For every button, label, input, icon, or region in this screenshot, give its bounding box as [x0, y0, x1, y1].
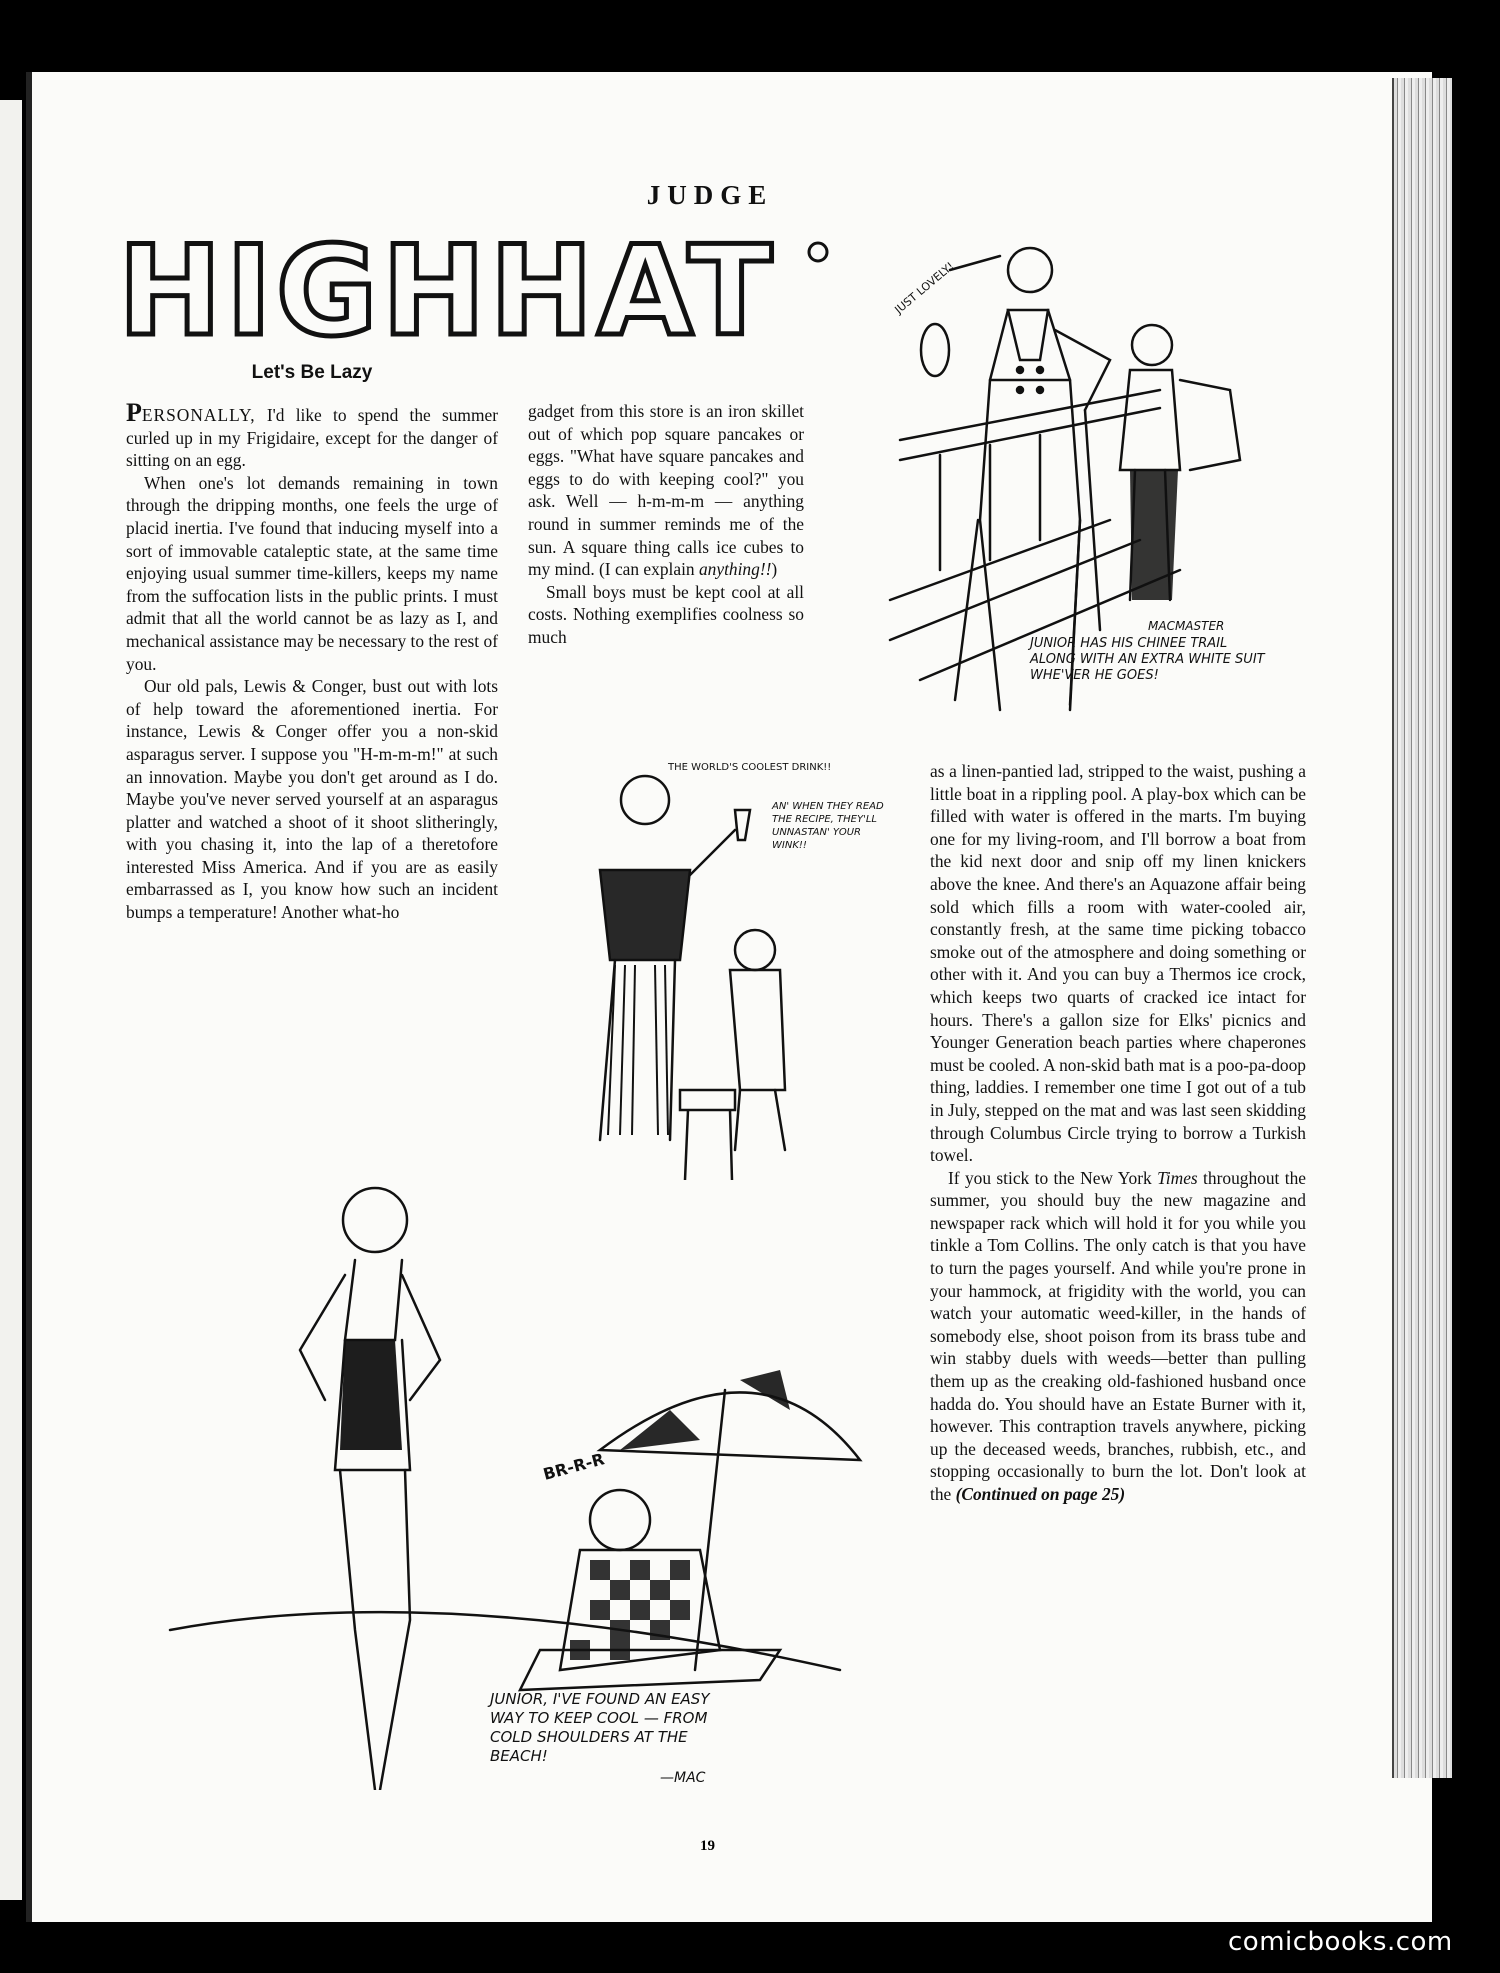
- continued-note: (Continued on page 25): [955, 1484, 1126, 1504]
- cartoon-beach-caption: JUNIOR, I'VE FOUND AN EASY WAY TO KEEP COOL — FROM COLD SHOULDERS AT THE BEACH!: [490, 1690, 710, 1765]
- masthead-text: HIGHHAT: [118, 238, 777, 346]
- article-column-1: [126, 362, 498, 924]
- drop-cap: P: [126, 398, 142, 427]
- page-number: 19: [700, 1838, 715, 1854]
- article-column-2: [528, 400, 804, 649]
- bubble-recipe: AN' WHEN THEY READ THE RECIPE, THEY'LL UNNASTAN' YOUR WINK!!: [772, 801, 884, 851]
- paragraph-text-end: throughout the summer, you should buy the new magazine and newspaper rack which will hold it for you while you tinkle a Tom Collins. The only catch is that you have to turn the pages yourself. And while you're prone in your hammock, at frigidity with the world, you can watch your automatic weed-killer, in the hands of somebody else, shoot poison from its brass tube and win stabby duels with weeds—better than pulling them up as the creaking old-fashioned husband once hadda do. You should have an Estate Burner with it, however. This contraption travels anywhere, picking up the deceased weeds, branches, rubbish, etc., and stopping occasionally to burn the lot. Don't look at the: [930, 1167, 1306, 1504]
- cartoon-white-suit-caption: JUNIOR HAS HIS CHINEE TRAIL ALONG WITH AN EXTRA WHITE SUIT WHE'VER HE GOES!: [1030, 636, 1265, 683]
- masthead-highhat: [118, 238, 830, 346]
- watermark: comicbooks.com: [1228, 1927, 1453, 1957]
- paragraph-text: gadget from this store is an iron skillet out of which pop square pancakes or eggs. "What have square pancakes and eggs to do with keeping cool?" you ask. Well — h-m-m-m — anything round in summer reminds me of the sun. A square thing calls ice cubes to my mind. (I can explain: [528, 401, 804, 580]
- bubble-coolest-drink: THE WORLD'S COOLEST DRINK!!: [668, 762, 832, 773]
- paragraph-text: If you stick to the New York: [948, 1167, 1158, 1188]
- masthead-lettering: [118, 238, 830, 346]
- paragraph-7: [930, 1167, 1306, 1506]
- paragraph-4: [528, 400, 804, 581]
- paragraph-2: When one's lot demands remaining in town through the dripping months, one feels the urge of placid inertia. I've found that inducing myself into a sort of immovable cataleptic state, at the same time enjoying usual summer time-killers, keeps my name from the suffocation lists in the public prints. I must admit that all the world cannot be as lazy as I, and mechanical assistance may be necessary to the rest of you.: [126, 472, 498, 674]
- article-title: Let's Be Lazy: [251, 362, 373, 383]
- cartoon-signature: MACMASTER: [1148, 619, 1225, 633]
- binding-edge: [0, 100, 22, 1900]
- cartoon-beach-signature: —MAC: [660, 1770, 706, 1786]
- bird-bubble: JUST LOVELY!: [892, 259, 957, 317]
- italic-text: anything!!: [698, 559, 772, 580]
- paragraph-5: Small boys must be kept cool at all costs. Nothing exemplifies coolness so much: [528, 581, 804, 647]
- paragraph-text-end: ): [771, 559, 778, 580]
- page-stack-edge: [1392, 78, 1452, 1778]
- sound-effect: BR-R-R: [541, 1449, 607, 1484]
- magazine-name: JUDGE: [646, 180, 774, 210]
- paragraph-text: I'd like to spend the summer curled up in my Frigidaire, except for the danger of sitting on an egg.: [126, 405, 498, 471]
- paragraph-3: Our old pals, Lewis & Conger, bust out with lots of help toward the aforementioned inertia. For instance, Lewis & Conger offer you a non-skid asparagus server. I suppose you "H-m-m-m!" at such an innovation. Maybe you don't get around as I do. Maybe you've never served yourself at an asparagus platter and watched a shoot of it shoot slitheringly, with you chasing it, into the lap of a theretofore interested Miss America. And if you are as easily embarrassed as I, you know how such an incident bumps a temperature! Another what-ho: [126, 676, 498, 923]
- paragraph-1: [126, 398, 498, 472]
- paragraph-6: as a linen-pantied lad, stripped to the waist, pushing a little boat in a rippling pool. A play-box which can be filled with water is offered in the marts. I'm buying one for my living-room, and I'll borrow a boat from the kid next door and snip off my linen knickers above the knee. And there's an Aquazone affair being sold which fills a room with water-cooled air, constantly fresh, at the same time picking tobacco smoke out of the atmosphere and doing something or other with it. And you can buy a Thermos ice crock, which keeps two quarts of cracked ice intact for hours. There's a gallon size for Elks' picnics and Younger Generation beach parties where chaperones must be cooled. A non-skid bath mat is a poo-pa-doop thing, laddies. I remember one time I got out of a tub in July, stepped on the mat and was last seen skidding through Columbus Circle trying to borrow a Turkish towel.: [930, 761, 1306, 1166]
- italic-text: Times: [1157, 1167, 1198, 1188]
- article-column-3: [930, 760, 1306, 1506]
- lead-word: ERSONALLY,: [141, 405, 256, 425]
- masthead-swirl: [809, 243, 827, 261]
